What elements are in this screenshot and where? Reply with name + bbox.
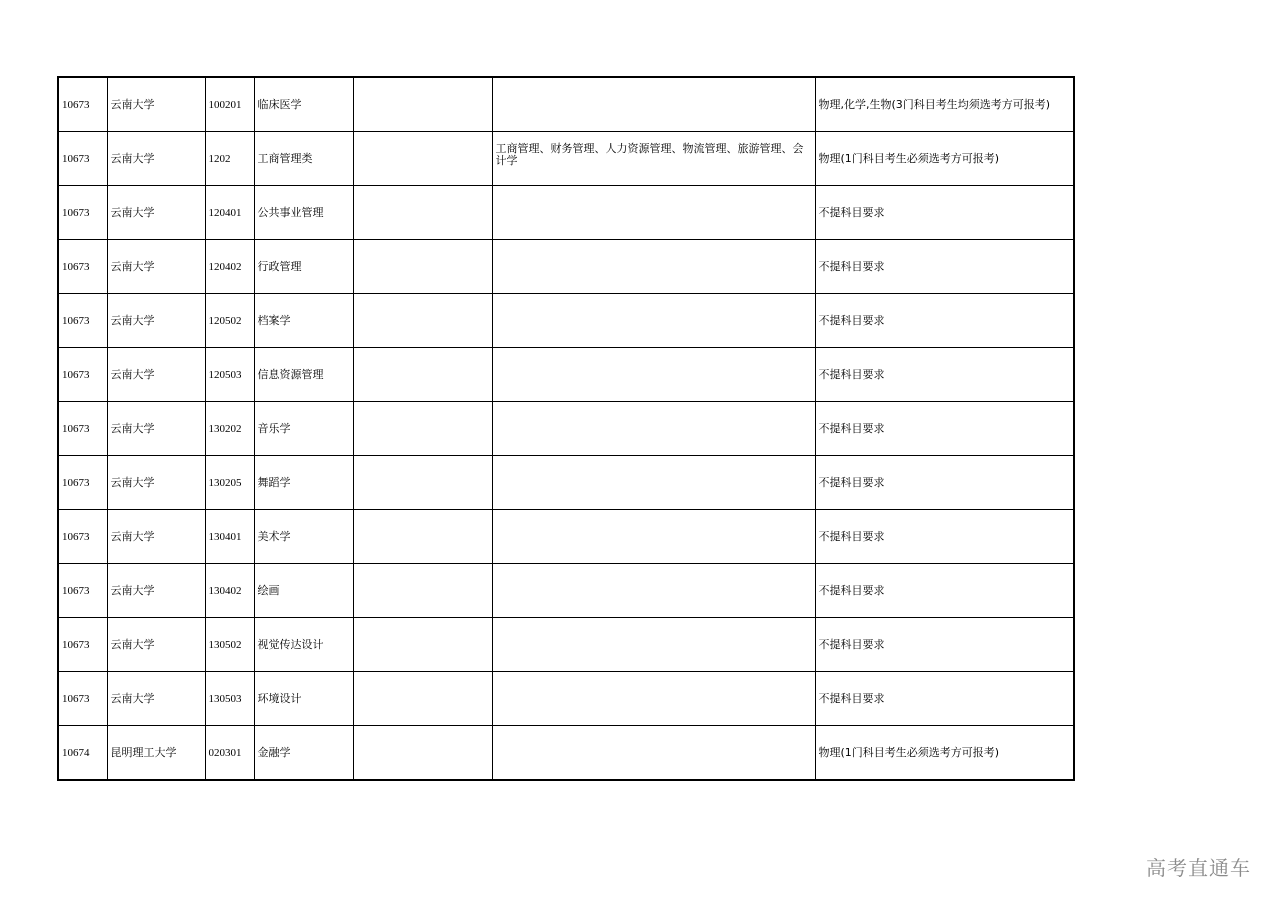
table-row <box>58 402 1074 456</box>
school-name-cell: 云南大学 <box>107 672 205 726</box>
major-code-cell: 020301 <box>205 726 254 781</box>
included-majors-cell <box>492 726 815 781</box>
level-cell <box>353 456 492 510</box>
major-name-cell: 工商管理类 <box>254 132 353 186</box>
table-row <box>58 294 1074 348</box>
school-code-cell: 10673 <box>58 132 107 186</box>
major-name-cell: 美术学 <box>254 510 353 564</box>
school-name-cell: 云南大学 <box>107 77 205 132</box>
school-name-cell: 云南大学 <box>107 402 205 456</box>
school-name-cell: 云南大学 <box>107 240 205 294</box>
level-cell <box>353 510 492 564</box>
school-name-cell: 云南大学 <box>107 294 205 348</box>
level-cell <box>353 240 492 294</box>
level-cell <box>353 348 492 402</box>
included-majors-cell <box>492 77 815 132</box>
level-cell <box>353 564 492 618</box>
major-code-cell: 130205 <box>205 456 254 510</box>
major-name-cell: 临床医学 <box>254 77 353 132</box>
major-code-cell: 1202 <box>205 132 254 186</box>
school-code-cell: 10673 <box>58 510 107 564</box>
included-majors-cell <box>492 186 815 240</box>
level-cell <box>353 186 492 240</box>
major-name-cell: 档案学 <box>254 294 353 348</box>
school-code-cell: 10673 <box>58 77 107 132</box>
major-name-cell: 公共事业管理 <box>254 186 353 240</box>
subject-requirement-cell: 不提科目要求 <box>815 672 1074 726</box>
table-row <box>58 77 1074 132</box>
subject-requirement-cell: 不提科目要求 <box>815 564 1074 618</box>
major-name-cell: 音乐学 <box>254 402 353 456</box>
major-code-cell: 120503 <box>205 348 254 402</box>
school-code-cell: 10673 <box>58 186 107 240</box>
table-row <box>58 726 1074 781</box>
subject-requirement-cell: 物理(1门科目考生必须选考方可报考) <box>815 726 1074 781</box>
table-row <box>58 564 1074 618</box>
subject-requirement-cell: 物理,化学,生物(3门科目考生均须选考方可报考) <box>815 77 1074 132</box>
major-name-cell: 绘画 <box>254 564 353 618</box>
school-name-cell: 云南大学 <box>107 510 205 564</box>
major-code-cell: 130502 <box>205 618 254 672</box>
included-majors-cell <box>492 672 815 726</box>
subject-requirement-cell: 物理(1门科目考生必须选考方可报考) <box>815 132 1074 186</box>
subject-requirement-cell: 不提科目要求 <box>815 240 1074 294</box>
school-name-cell: 云南大学 <box>107 456 205 510</box>
table-row <box>58 672 1074 726</box>
included-majors-text: 工商管理、财务管理、人力资源管理、物流管理、旅游管理、会计学 <box>495 141 804 167</box>
school-code-cell: 10674 <box>58 726 107 781</box>
subject-requirement-cell: 不提科目要求 <box>815 402 1074 456</box>
table-body <box>58 77 1074 780</box>
major-code-cell: 130503 <box>205 672 254 726</box>
included-majors-cell <box>492 132 815 186</box>
major-code-cell: 120402 <box>205 240 254 294</box>
included-majors-cell <box>492 564 815 618</box>
table-row <box>58 348 1074 402</box>
level-cell <box>353 132 492 186</box>
major-code-cell: 120502 <box>205 294 254 348</box>
included-majors-cell <box>492 618 815 672</box>
included-majors-cell <box>492 456 815 510</box>
subject-requirement-cell: 不提科目要求 <box>815 294 1074 348</box>
level-cell <box>353 294 492 348</box>
level-cell <box>353 77 492 132</box>
included-majors-cell <box>492 510 815 564</box>
major-code-cell: 100201 <box>205 77 254 132</box>
major-name-cell: 环境设计 <box>254 672 353 726</box>
major-name-cell: 舞蹈学 <box>254 456 353 510</box>
watermark-text: 高考直通车 <box>1146 856 1251 880</box>
level-cell <box>353 618 492 672</box>
table-row <box>58 186 1074 240</box>
school-code-cell: 10673 <box>58 618 107 672</box>
included-majors-cell <box>492 240 815 294</box>
level-cell <box>353 726 492 781</box>
school-name-cell: 云南大学 <box>107 186 205 240</box>
level-cell <box>353 672 492 726</box>
school-name-cell: 昆明理工大学 <box>107 726 205 781</box>
included-majors-cell <box>492 348 815 402</box>
included-majors-cell <box>492 402 815 456</box>
subject-requirement-cell: 不提科目要求 <box>815 348 1074 402</box>
school-name-cell: 云南大学 <box>107 348 205 402</box>
school-code-cell: 10673 <box>58 240 107 294</box>
major-name-cell: 金融学 <box>254 726 353 781</box>
school-code-cell: 10673 <box>58 348 107 402</box>
included-majors-cell <box>492 294 815 348</box>
major-code-cell: 130401 <box>205 510 254 564</box>
major-code-cell: 130402 <box>205 564 254 618</box>
school-code-cell: 10673 <box>58 564 107 618</box>
table-row <box>58 456 1074 510</box>
major-name-cell: 信息资源管理 <box>254 348 353 402</box>
level-cell <box>353 402 492 456</box>
school-name-cell: 云南大学 <box>107 618 205 672</box>
school-code-cell: 10673 <box>58 672 107 726</box>
school-code-cell: 10673 <box>58 402 107 456</box>
school-name-cell: 云南大学 <box>107 132 205 186</box>
major-name-cell: 行政管理 <box>254 240 353 294</box>
table-row <box>58 240 1074 294</box>
major-code-cell: 120401 <box>205 186 254 240</box>
table-row <box>58 132 1074 186</box>
table-row <box>58 510 1074 564</box>
subject-requirement-cell: 不提科目要求 <box>815 456 1074 510</box>
major-name-cell: 视觉传达设计 <box>254 618 353 672</box>
subject-requirement-table <box>57 76 1075 781</box>
subject-requirement-cell: 不提科目要求 <box>815 186 1074 240</box>
major-code-cell: 130202 <box>205 402 254 456</box>
subject-requirement-cell: 不提科目要求 <box>815 618 1074 672</box>
subject-requirement-cell: 不提科目要求 <box>815 510 1074 564</box>
table-row <box>58 618 1074 672</box>
school-code-cell: 10673 <box>58 456 107 510</box>
school-name-cell: 云南大学 <box>107 564 205 618</box>
school-code-cell: 10673 <box>58 294 107 348</box>
